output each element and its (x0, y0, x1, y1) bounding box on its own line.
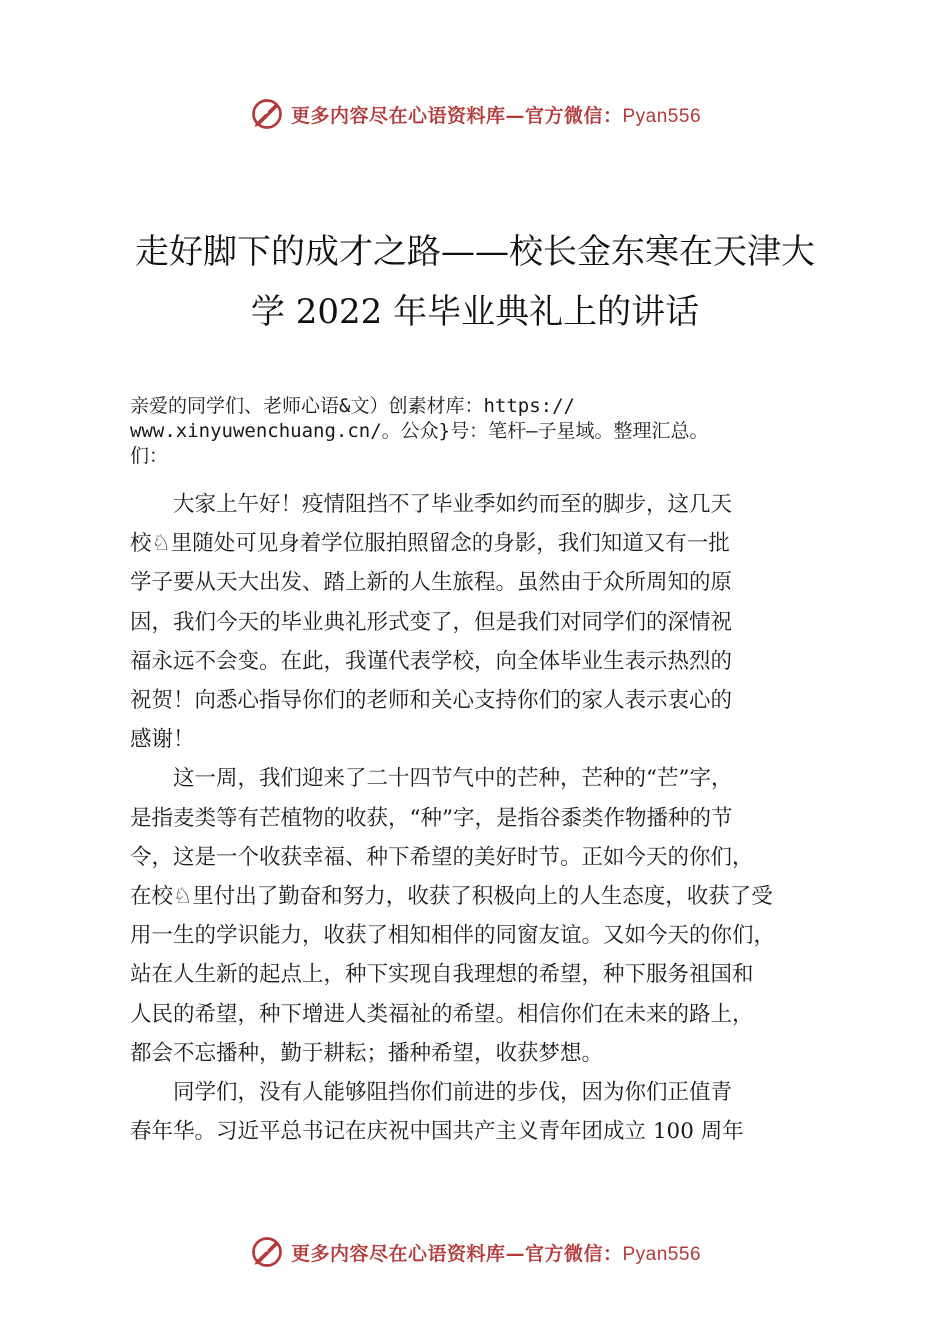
paragraph-line: 校♘里随处可见身着学位服拍照留念的身影，我们知道又有一批 (130, 531, 730, 557)
paragraph-line: 用一生的学识能力，收获了相知相伴的同窗友谊。又如今天的你们， (130, 923, 776, 949)
paragraph-line: 春年华。习近平总书记在庆祝中国共产主义青年团成立 100 周年 (130, 1119, 744, 1145)
paragraph-3 (130, 1073, 850, 1151)
paragraph-line: 人民的希望，种下增进人类福祉的希望。相信你们在未来的路上， (130, 1001, 754, 1027)
paragraph-line: 学子要从天大出发、踏上新的人生旅程。虽然由于众所周知的原 (130, 570, 733, 596)
paragraph-line: 同学们，没有人能够阻挡你们前进的步伐，因为你们正值青 (173, 1080, 733, 1106)
paragraph-line: 在校♘里付出了勤奋和努力，收获了积极向上的人生态度，收获了受 (130, 884, 773, 910)
document-title (120, 222, 830, 342)
paragraph-line: 是指麦类等有芒植物的收获，“种”字，是指谷黍类作物播种的节 (130, 805, 733, 831)
paragraph-line: 站在人生新的起点上，种下实现自我理想的希望，种下服务祖国和 (130, 962, 754, 988)
header-banner (0, 92, 950, 136)
paragraph-line: 大家上午好！疫情阻挡不了毕业季如约而至的脚步，这几天 (173, 492, 733, 517)
pen-logo-icon (249, 1234, 285, 1270)
salutation-line: 们： (130, 445, 169, 467)
paragraph-line: 祝贺！向悉心指导你们的老师和关心支持你们的家人表示衷心的 (130, 688, 733, 714)
paragraph-line: 令，这是一个收获幸福、种下希望的美好时节。正如今天的你们， (130, 844, 754, 870)
paragraph-line: 这一周，我们迎来了二十四节气中的芒种，芒种的“芒”字， (173, 766, 733, 792)
header-banner-text (291, 101, 701, 128)
footer-banner-id: Pyan556 (622, 1243, 702, 1265)
footer-banner-cn: 更多内容尽在心语资料库—官方微信： (290, 1242, 623, 1265)
salutation-line: www.xinyuwenchuang.cn/。公众}号：笔杆—子星域。整理汇总。 (130, 420, 709, 442)
salutation-line: 亲爱的同学们、老师心语&文）创素材库：https:// (130, 395, 575, 417)
paragraph-2 (130, 759, 850, 1073)
title-line-1: 走好脚下的成才之路——校长金东寒在天津大 (135, 232, 815, 272)
paragraph-line: 因，我们今天的毕业典礼形式变了，但是我们对同学们的深情祝 (130, 609, 733, 635)
footer-banner (0, 1230, 950, 1274)
paragraph-line: 都会不忘播种，勤于耕耘；播种希望，收获梦想。 (130, 1040, 604, 1066)
document-body (130, 394, 850, 1151)
title-line-2: 学 2022 年毕业典礼上的讲话 (250, 292, 700, 332)
footer-banner-text (291, 1239, 701, 1266)
paragraph-1 (130, 485, 850, 759)
header-banner-cn: 更多内容尽在心语资料库—官方微信： (290, 104, 623, 127)
paragraph-line: 感谢！ (130, 727, 195, 753)
paragraph-line: 福永远不会变。在此，我谨代表学校，向全体毕业生表示热烈的 (130, 648, 733, 674)
salutation (130, 394, 850, 469)
header-banner-id: Pyan556 (622, 105, 702, 127)
pen-logo-icon (249, 96, 285, 132)
